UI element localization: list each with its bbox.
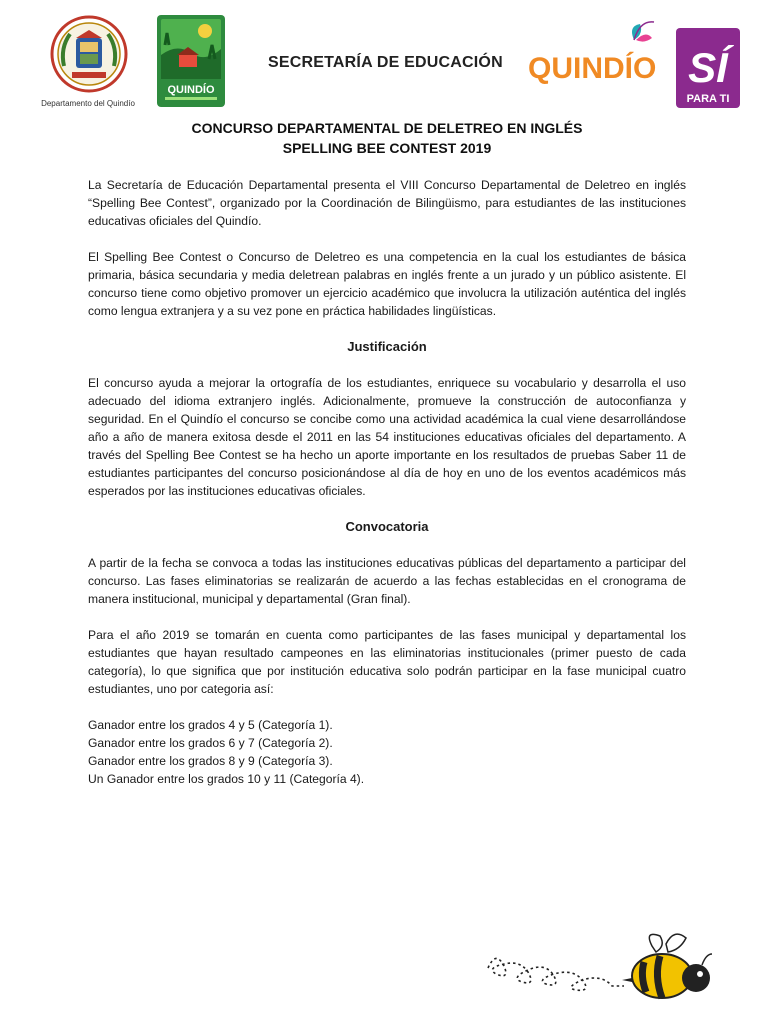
brand-word: QUINDÍO bbox=[528, 52, 657, 85]
logo-text: QUINDÍO bbox=[167, 84, 215, 96]
heading-justificacion: Justificación bbox=[347, 339, 427, 354]
list-item: Ganador entre los grados 8 y 9 (Categoría 3). bbox=[88, 754, 333, 768]
seal-caption: Departamento del Quindío bbox=[41, 99, 135, 108]
category-list bbox=[88, 716, 686, 788]
list-item: Ganador entre los grados 6 y 7 (Categoría 2). bbox=[88, 736, 333, 750]
document-title-line1: CONCURSO DEPARTAMENTAL DE DELETREO EN INGLÉS bbox=[191, 120, 583, 136]
bee-icon bbox=[484, 932, 714, 1012]
department-seal-icon bbox=[50, 14, 128, 98]
document-title-line2: SPELLING BEE CONTEST 2019 bbox=[282, 140, 492, 156]
list-item: Ganador entre los grados 4 y 5 (Categoría 1). bbox=[88, 718, 333, 732]
quindio-si-brand-logo bbox=[528, 18, 744, 110]
intro-paragraph-1: La Secretaría de Educación Departamental presenta el VIII Concurso Departamental de Deletreo en inglés “Spelling Bee Contest”, organizado por la Coordinación de Bilingüismo, para estudiantes de las instituciones educativas oficiales del Quindío. bbox=[88, 178, 686, 228]
heading-convocatoria: Convocatoria bbox=[345, 519, 429, 534]
intro-paragraph-2: El Spelling Bee Contest o Concurso de Deletreo es una competencia en la cual los estudiantes de básica primaria, básica secundaria y media deletrean palabras en inglés frente a un jurado y un público asistente. El concurso tiene como objetivo promover un ejercicio académico que involucra la utilización auténtica del inglés como lengua extranjera y a su vez pone en práctica habilidades lingüísticas. bbox=[88, 250, 686, 318]
secretaria-title: SECRETARÍA DE EDUCACIÓN bbox=[268, 54, 503, 71]
letterhead bbox=[0, 0, 768, 115]
brand-tagline: PARA TI bbox=[686, 93, 730, 105]
convocatoria-paragraph-1: A partir de la fecha se convoca a todas las instituciones educativas públicas del departamento a participar del concurso. Las fases eliminatorias se realizarán de acuerdo a las fechas establecidas en el cronograma de manera institucional, municipal y departamental (Gran final). bbox=[88, 556, 686, 606]
justificacion-paragraph: El concurso ayuda a mejorar la ortografía de los estudiantes, enriquece su vocabulario y desarrolla el uso adecuado del idioma extranjero inglés. Adicionalmente, promueve la construcción de autoconfianza y seguridad. En el Quindío el concurso se concibe como una actividad académica la cual viene desarrollándose año a año de manera exitosa desde el 2011 en las 54 instituciones educativas oficiales del departamento. A través del Spelling Bee Contest se ha hecho un aporte importante en los resultados de pruebas Saber 11 de estudiantes participantes del concurso posicionándose al día de hoy en uno de los eventos académicos más esperados por las instituciones educativas oficiales. bbox=[88, 376, 686, 498]
list-item: Un Ganador entre los grados 10 y 11 (Categoría 4). bbox=[88, 772, 365, 786]
brand-si: SÍ bbox=[688, 44, 728, 91]
quindio-landscape-logo bbox=[157, 15, 225, 107]
convocatoria-paragraph-2: Para el año 2019 se tomarán en cuenta como participantes de las fases municipal y departamental los estudiantes que hayan resultado campeones en las eliminatorias institucionales (primer puesto de cada categoría), lo que significa que por institución educativa solo podrán participar en la fase municipal cuatro estudiantes, uno por categoria así: bbox=[88, 628, 686, 696]
document-body bbox=[88, 118, 686, 788]
